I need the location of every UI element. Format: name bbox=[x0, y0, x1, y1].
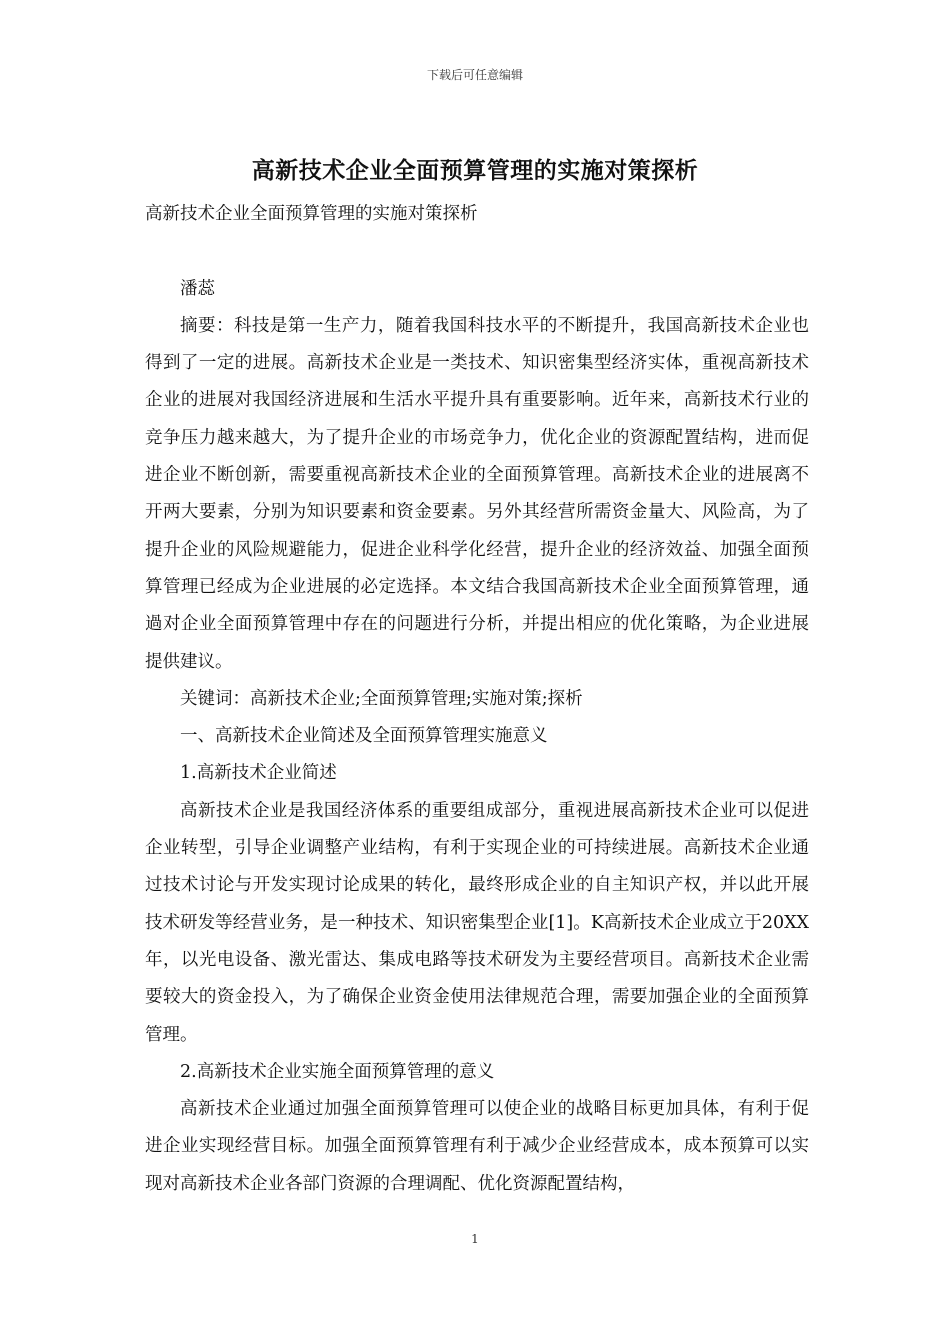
document-subtitle: 高新技术企业全面预算管理的实施对策探析 bbox=[145, 204, 478, 224]
blank-line bbox=[145, 233, 809, 270]
keywords-line: 关键词：高新技术企业;全面预算管理;实施对策;探析 bbox=[180, 688, 583, 709]
abstract-paragraph: 摘要：科技是第一生产力，随着我国科技水平的不断提升，我国高新技术企业也得到了一定的进展。高新技术企业是一类技术、知识密集型经济实体，重视高新技术企业的进展对我国经济进展和生活水平提升具有重要影响。近年来，高新技术行业的竞争压力越来越大，为了提升企业的市场竞争力，优化企业的资源配置结构，进而促进企业不断创新，需要重视高新技术企业的全面预算管理。高新技术企业的进展离不开两大要素，分别为知识要素和资金要素。另外其经营所需资金量大、风险高，为了提升企业的风险规避能力，促进企业科学化经营，提升企业的经济效益、加强全面预算管理已经成为企业进展的必定选择。本文结合我国高新技术企业全面预算管理，通過对企业全面预算管理中存在的问题进行分析，并提出相应的优化策略，为企业进展提供建议。 bbox=[145, 315, 809, 672]
subsection-heading-1-2: 2.高新技术企业实施全面预算管理的意义 bbox=[180, 1061, 495, 1082]
section-heading-1: 一、高新技术企业简述及全面预算管理实施意义 bbox=[180, 726, 548, 747]
page-number: 1 bbox=[471, 1232, 479, 1246]
page-header: 下载后可任意编辑 bbox=[426, 68, 523, 82]
subsection-heading-1-1: 1.高新技术企业简述 bbox=[180, 763, 337, 784]
document-title: 高新技术企业全面预算管理的实施对策探析 bbox=[251, 157, 699, 184]
body-paragraph: 高新技术企业通过加强全面预算管理可以使企业的战略目标更加具体，有利于促进企业实现经营目标。加强全面预算管理有利于减少企业经营成本，成本预算可以实现对高新技术企业各部门资源的合理调配、优化资源配置结构， bbox=[145, 1099, 809, 1194]
author-name: 潘蕊 bbox=[180, 278, 215, 299]
body-paragraph: 高新技术企业是我国经济体系的重要组成部分，重视进展高新技术企业可以促进企业转型，引导企业调整产业结构，有利于实现企业的可持续进展。高新技术企业通过技术讨论与开发实现讨论成果的转化，最终形成企业的自主知识产权，并以此开展技术研发等经营业务，是一种技术、知识密集型企业[1]。K高新技术企业成立于20XX年，以光电设备、激光雷达、集成电路等技术研发为主要经营项目。高新技术企业需要较大的资金投入，为了确保企业资金使用法律规范合理，需要加强企业的全面预算管理。 bbox=[145, 800, 809, 1045]
document-body bbox=[145, 196, 809, 1203]
